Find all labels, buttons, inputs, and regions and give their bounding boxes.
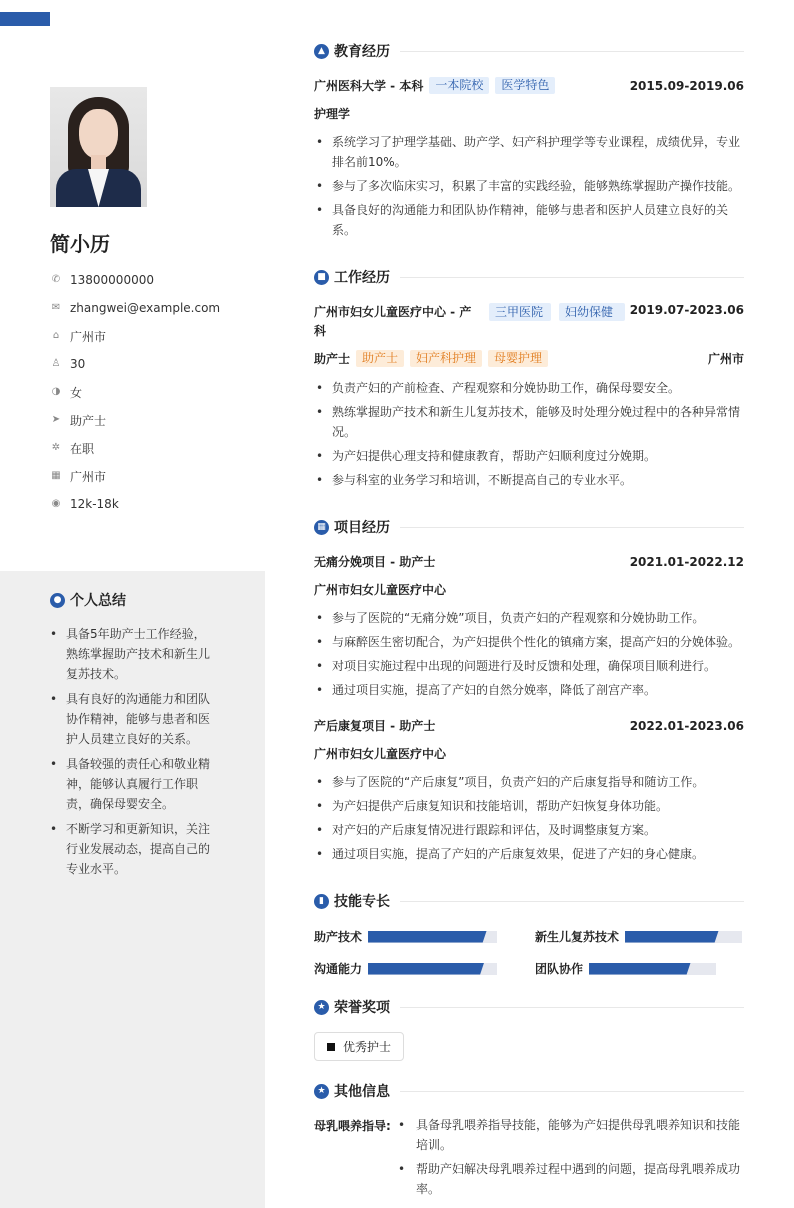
project-org: 广州市妇女儿童医疗中心 bbox=[314, 747, 447, 761]
list-item: • 通过项目实施，提高了产妇的产后康复效果，促进了产妇的身心健康。 bbox=[314, 844, 744, 864]
list-item: • 参与科室的业务学习和培训，不断提高自己的专业水平。 bbox=[314, 470, 744, 490]
summary-list bbox=[50, 624, 215, 884]
project-name: 产后康复项目 - 助产士 bbox=[314, 719, 436, 733]
tag: 妇产科护理 bbox=[410, 350, 482, 367]
date: 2015.09-2019.06 bbox=[629, 78, 744, 93]
work-header bbox=[314, 303, 744, 341]
graduation-cap-icon: ▲ bbox=[314, 44, 329, 59]
info-phone: ✆ 13800000000 bbox=[51, 273, 154, 287]
list-item: • 具备良好的沟通能力和团队协作精神，能够与患者和医护人员建立良好的关系。 bbox=[314, 200, 744, 240]
list-item: • 具有良好的沟通能力和团队协作精神，能够与患者和医护人员建立良好的关系。 bbox=[50, 689, 215, 749]
info-icon: ★ bbox=[314, 1084, 329, 1099]
avatar bbox=[50, 87, 147, 207]
list-item: • 对项目实施过程中出现的问题进行及时反馈和处理，确保项目顺利进行。 bbox=[314, 656, 744, 676]
skill-fill bbox=[625, 931, 719, 943]
status-icon: ✲ bbox=[51, 442, 61, 453]
project-org: 广州市妇女儿童医疗中心 bbox=[314, 583, 447, 597]
other-label: 母乳喂养指导: bbox=[314, 1119, 391, 1133]
skill-bar bbox=[368, 963, 497, 975]
list-item: • 具备母乳喂养指导技能，能够为产妇提供母乳喂养知识和技能培训。 bbox=[398, 1115, 744, 1155]
home-icon: ⌂ bbox=[52, 330, 60, 341]
info-position: ➤ 助产士 bbox=[51, 413, 107, 428]
list-item: • 帮助产妇解决母乳喂养过程中遇到的问题，提高母乳喂养成功率。 bbox=[398, 1159, 744, 1199]
company-name: 广州市妇女儿童医疗中心 - 产科 bbox=[314, 305, 472, 338]
list-item: • 具备5年助产士工作经验，熟练掌握助产技术和新生儿复苏技术。 bbox=[50, 624, 215, 684]
tag: 一本院校 bbox=[429, 77, 489, 94]
list-item: • 负责产妇的产前检查、产程观察和分娩协助工作，确保母婴安全。 bbox=[314, 378, 744, 398]
skill-bar bbox=[625, 931, 742, 943]
info-city: ▦ 广州市 bbox=[51, 469, 107, 484]
info-email: ✉ zhangwei@example.com bbox=[51, 301, 221, 315]
skill-item: 团队协作 bbox=[535, 960, 716, 977]
skill-item: 沟通能力 bbox=[314, 960, 497, 977]
city-icon: ▦ bbox=[51, 470, 61, 481]
date: 2022.01-2023.06 bbox=[629, 718, 744, 733]
skill-bar bbox=[589, 963, 716, 975]
section-work: ■ 工作经历 bbox=[314, 267, 744, 287]
school-name: 广州医科大学 - 本科 bbox=[314, 79, 424, 93]
info-salary: ◉ 12k-18k bbox=[51, 497, 119, 511]
date: 2021.01-2022.12 bbox=[629, 554, 744, 569]
user-icon: ● bbox=[50, 593, 65, 608]
skill-fill bbox=[368, 931, 487, 943]
work-role bbox=[314, 350, 744, 367]
position-icon: ➤ bbox=[51, 414, 61, 425]
project-header bbox=[314, 553, 744, 570]
list-item: • 参与了多次临床实习，积累了丰富的实践经验，能够熟练掌握助产操作技能。 bbox=[314, 176, 744, 196]
skill-fill bbox=[589, 963, 691, 975]
info-home: ⌂ 广州市 bbox=[50, 322, 220, 350]
tag: 母婴护理 bbox=[488, 350, 548, 367]
gender-icon: ◑ bbox=[51, 386, 61, 397]
project-list bbox=[314, 608, 744, 704]
profile-name: 简小历 bbox=[50, 232, 110, 256]
tag: 助产士 bbox=[356, 350, 404, 367]
list-item: • 与麻醉医生密切配合，为产妇提供个性化的镇痛方案，提高产妇的分娩体验。 bbox=[314, 632, 744, 652]
profile-info-list bbox=[50, 266, 220, 518]
work-city: 广州市 bbox=[707, 352, 744, 366]
skill-fill bbox=[368, 963, 484, 975]
bar-chart-icon: ▮ bbox=[314, 894, 329, 909]
tag: 三甲医院 bbox=[489, 303, 551, 321]
project-list bbox=[314, 772, 744, 868]
other-list bbox=[398, 1115, 744, 1203]
award-badge: 优秀护士 bbox=[314, 1032, 404, 1061]
info-status: ✲ 在职 bbox=[51, 441, 95, 456]
education-list bbox=[314, 132, 744, 244]
section-skills: ▮ 技能专长 bbox=[314, 891, 744, 911]
tag: 妇幼保健 bbox=[559, 303, 625, 321]
section-honors: ★ 荣誉奖项 bbox=[314, 997, 744, 1017]
list-item: • 参与了医院的“产后康复”项目，负责产妇的产后康复指导和随访工作。 bbox=[314, 772, 744, 792]
list-item: • 不断学习和更新知识，关注行业发展动态，提高自己的专业水平。 bbox=[50, 819, 215, 879]
age-icon: ♙ bbox=[51, 358, 61, 369]
project-header bbox=[314, 717, 744, 734]
info-gender: ◑ 女 bbox=[51, 385, 83, 400]
section-projects: ▦ 项目经历 bbox=[314, 517, 744, 537]
list-item: • 为产妇提供产后康复知识和技能培训，帮助产妇恢复身体功能。 bbox=[314, 796, 744, 816]
summary-title: ● 个人总结 bbox=[50, 590, 126, 610]
award-icon: ★ bbox=[314, 1000, 329, 1015]
skill-bar bbox=[368, 931, 497, 943]
major: 护理学 bbox=[314, 107, 351, 121]
section-other: ★ 其他信息 bbox=[314, 1081, 744, 1101]
list-item: • 熟练掌握助产技术和新生儿复苏技术，能够及时处理分娩过程中的各种异常情况。 bbox=[314, 402, 744, 442]
phone-icon: ✆ bbox=[51, 274, 61, 285]
section-education: ▲ 教育经历 bbox=[314, 41, 744, 61]
salary-icon: ◉ bbox=[51, 498, 61, 509]
skill-item: 新生儿复苏技术 bbox=[535, 928, 742, 945]
list-item: • 通过项目实施，提高了产妇的自然分娩率，降低了剖宫产率。 bbox=[314, 680, 744, 700]
list-item: • 为产妇提供心理支持和健康教育，帮助产妇顺利度过分娩期。 bbox=[314, 446, 744, 466]
briefcase-icon: ■ bbox=[314, 270, 329, 285]
list-item: • 具备较强的责任心和敬业精神，能够认真履行工作职责，确保母婴安全。 bbox=[50, 754, 215, 814]
info-age: ♙ 30 bbox=[51, 357, 86, 371]
square-bullet-icon bbox=[327, 1043, 335, 1051]
mail-icon: ✉ bbox=[51, 302, 61, 313]
work-list bbox=[314, 378, 744, 494]
education-header bbox=[314, 77, 744, 94]
project-name: 无痛分娩项目 - 助产士 bbox=[314, 555, 436, 569]
skill-item: 助产技术 bbox=[314, 928, 497, 945]
role: 助产士 bbox=[314, 352, 351, 366]
date: 2019.07-2023.06 bbox=[629, 303, 744, 317]
list-item: • 系统学习了护理学基础、助产学、妇产科护理学等专业课程，成绩优异，专业排名前10%。 bbox=[314, 132, 744, 172]
tag: 医学特色 bbox=[495, 77, 555, 94]
list-item: • 参与了医院的“无痛分娩”项目，负责产妇的产程观察和分娩协助工作。 bbox=[314, 608, 744, 628]
list-item: • 对产妇的产后康复情况进行跟踪和评估，及时调整康复方案。 bbox=[314, 820, 744, 840]
grid-icon: ▦ bbox=[314, 520, 329, 535]
